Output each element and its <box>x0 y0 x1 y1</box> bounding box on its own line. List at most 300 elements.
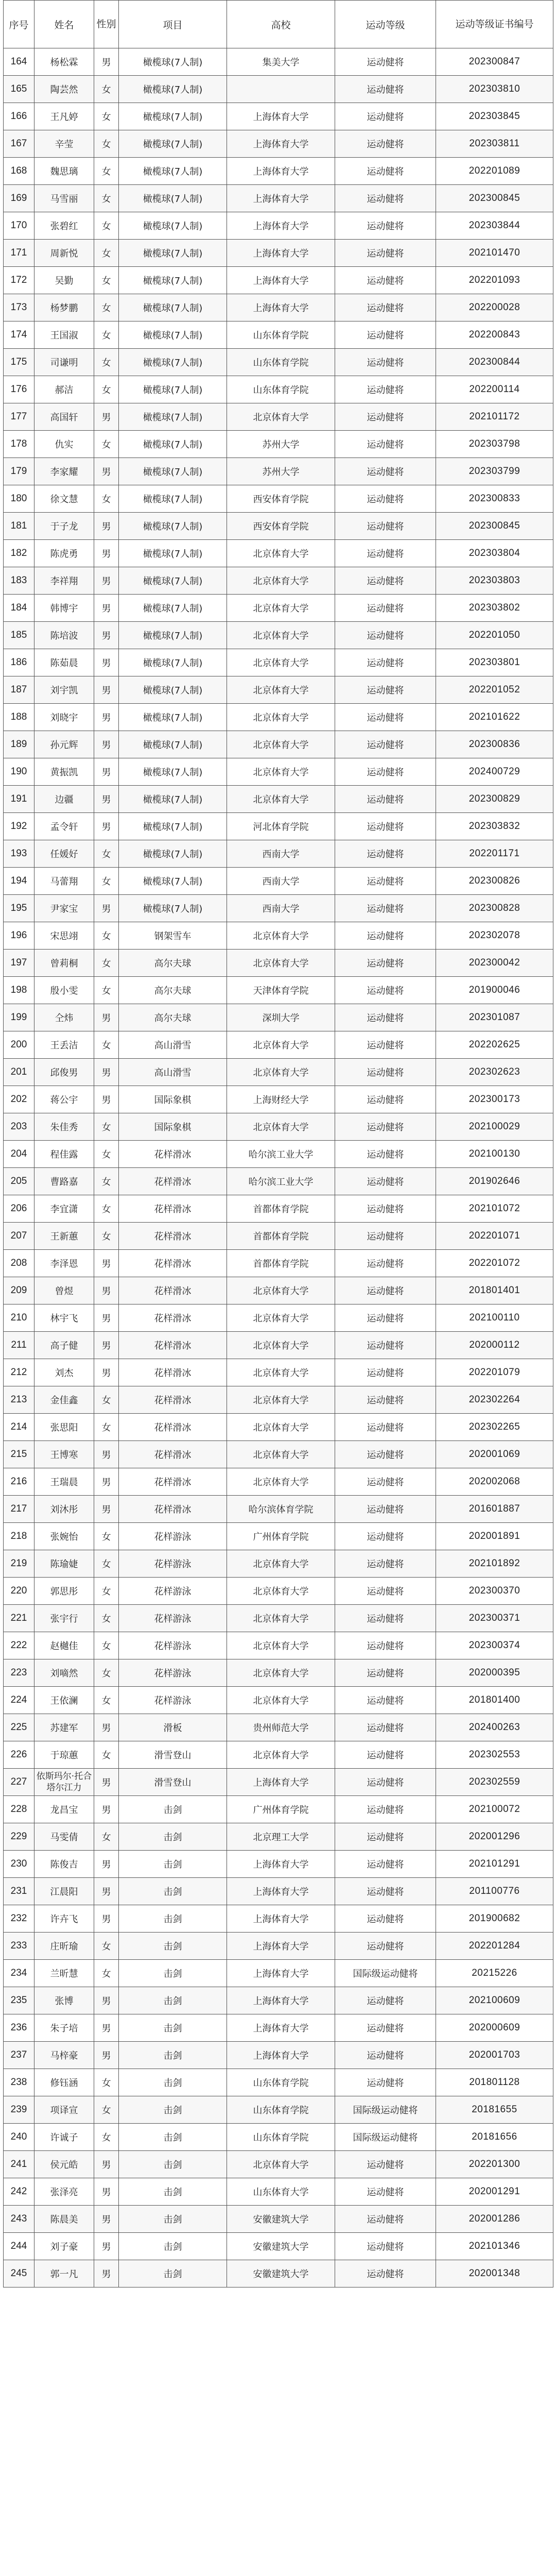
cell-project: 橄榄球(7人制) <box>119 485 227 513</box>
cell-cert: 202201052 <box>436 676 553 704</box>
table-row <box>4 2042 553 2069</box>
cell-level: 运动健将 <box>335 1332 436 1359</box>
cell-level: 运动健将 <box>335 1004 436 1031</box>
table-row <box>4 540 553 567</box>
cell-school: 上海体育大学 <box>227 1905 335 1933</box>
cell-project: 击剑 <box>119 2069 227 2096</box>
cell-project: 橄榄球(7人制) <box>119 158 227 185</box>
cell-school: 上海体育大学 <box>227 1960 335 1987</box>
cell-school: 安徽建筑大学 <box>227 2206 335 2233</box>
table-row <box>4 1332 553 1359</box>
cell-project: 橄榄球(7人制) <box>119 403 227 431</box>
cell-project: 击剑 <box>119 2178 227 2206</box>
cell-school: 西南大学 <box>227 895 335 922</box>
table-row <box>4 1632 553 1659</box>
cell-project: 击剑 <box>119 1796 227 1823</box>
cell-seq: 222 <box>4 1632 34 1659</box>
cell-gender: 男 <box>94 704 119 731</box>
cell-cert: 202300833 <box>436 485 553 513</box>
cell-level: 运动健将 <box>335 513 436 540</box>
cell-gender: 女 <box>94 1687 119 1714</box>
cell-seq: 215 <box>4 1441 34 1468</box>
table-row <box>4 1851 553 1878</box>
cell-name: 邱俊男 <box>34 1059 94 1086</box>
cell-name: 刘嘀然 <box>34 1659 94 1687</box>
cell-school: 山东体育学院 <box>227 2069 335 2096</box>
cell-project: 橄榄球(7人制) <box>119 294 227 321</box>
cell-seq: 172 <box>4 267 34 294</box>
cell-cert: 201801401 <box>436 1277 553 1304</box>
cell-name: 朱佳秀 <box>34 1113 94 1141</box>
cell-project: 击剑 <box>119 2233 227 2260</box>
cell-level: 运动健将 <box>335 1687 436 1714</box>
cell-cert: 202303811 <box>436 130 553 158</box>
cell-cert: 202303844 <box>436 212 553 240</box>
cell-gender: 女 <box>94 267 119 294</box>
cell-name: 陈虎勇 <box>34 540 94 567</box>
table-row <box>4 1605 553 1632</box>
cell-level: 运动健将 <box>335 1578 436 1605</box>
cell-cert: 202100072 <box>436 1796 553 1823</box>
cell-school: 上海体育大学 <box>227 185 335 212</box>
cell-school: 上海体育大学 <box>227 240 335 267</box>
table-row <box>4 1441 553 1468</box>
table-row <box>4 1141 553 1168</box>
cell-gender: 男 <box>94 1277 119 1304</box>
cell-seq: 177 <box>4 403 34 431</box>
cell-project: 滑板 <box>119 1714 227 1741</box>
cell-gender: 女 <box>94 2124 119 2151</box>
cell-seq: 186 <box>4 649 34 676</box>
cell-gender: 男 <box>94 2151 119 2178</box>
cell-name: 王依澜 <box>34 1687 94 1714</box>
cell-cert: 202101470 <box>436 240 553 267</box>
cell-name: 项译宣 <box>34 2096 94 2124</box>
table-row <box>4 103 553 130</box>
cell-school: 北京体育大学 <box>227 595 335 622</box>
cell-level: 运动健将 <box>335 2178 436 2206</box>
cell-school: 贵州师范大学 <box>227 1714 335 1741</box>
cell-seq: 167 <box>4 130 34 158</box>
cell-project: 橄榄球(7人制) <box>119 212 227 240</box>
table-row <box>4 1195 553 1223</box>
cell-level: 运动健将 <box>335 704 436 731</box>
cell-school: 北京体育大学 <box>227 567 335 595</box>
cell-name: 林宇飞 <box>34 1304 94 1332</box>
cell-project: 花样滑冰 <box>119 1496 227 1523</box>
cell-seq: 234 <box>4 1960 34 1987</box>
cell-cert: 202400263 <box>436 1714 553 1741</box>
cell-level: 运动健将 <box>335 349 436 376</box>
cell-cert: 20181655 <box>436 2096 553 2124</box>
cell-cert: 202303804 <box>436 540 553 567</box>
cell-name: 金佳鑫 <box>34 1386 94 1414</box>
cell-gender: 男 <box>94 676 119 704</box>
cell-project: 花样游泳 <box>119 1632 227 1659</box>
cell-gender: 男 <box>94 1769 119 1796</box>
cell-gender: 男 <box>94 2042 119 2069</box>
cell-level: 运动健将 <box>335 1386 436 1414</box>
cell-school: 北京体育大学 <box>227 1605 335 1632</box>
cell-level: 运动健将 <box>335 1741 436 1769</box>
cell-name: 杨松霖 <box>34 48 94 76</box>
cell-cert: 202001296 <box>436 1823 553 1851</box>
cell-project: 击剑 <box>119 1905 227 1933</box>
table-row <box>4 1523 553 1550</box>
table-row <box>4 1659 553 1687</box>
table-row <box>4 1823 553 1851</box>
cell-gender: 女 <box>94 1141 119 1168</box>
cell-name: 依斯玛尔·托合塔尔江力 <box>34 1769 94 1796</box>
cell-seq: 227 <box>4 1769 34 1796</box>
cell-seq: 203 <box>4 1113 34 1141</box>
cell-seq: 198 <box>4 977 34 1004</box>
cell-school: 上海财经大学 <box>227 1086 335 1113</box>
cell-name: 郭思彤 <box>34 1578 94 1605</box>
cell-name: 刘子豪 <box>34 2233 94 2260</box>
table-row <box>4 1113 553 1141</box>
cell-school: 北京体育大学 <box>227 1304 335 1332</box>
cell-seq: 179 <box>4 458 34 485</box>
cell-name: 边疆 <box>34 786 94 813</box>
cell-project: 国际象棋 <box>119 1086 227 1113</box>
cell-cert: 202300370 <box>436 1578 553 1605</box>
cell-gender: 女 <box>94 977 119 1004</box>
table-row <box>4 595 553 622</box>
cell-gender: 女 <box>94 1223 119 1250</box>
cell-name: 张泽亮 <box>34 2178 94 2206</box>
cell-name: 曹路嘉 <box>34 1168 94 1195</box>
cell-seq: 220 <box>4 1578 34 1605</box>
cell-name: 马雯倩 <box>34 1823 94 1851</box>
cell-project: 花样滑冰 <box>119 1141 227 1168</box>
cell-school: 广州体育学院 <box>227 1796 335 1823</box>
cell-project: 橄榄球(7人制) <box>119 458 227 485</box>
cell-seq: 195 <box>4 895 34 922</box>
table-row <box>4 240 553 267</box>
cell-name: 殷小雯 <box>34 977 94 1004</box>
cell-gender: 女 <box>94 212 119 240</box>
table-row <box>4 786 553 813</box>
cell-cert: 202202625 <box>436 1031 553 1059</box>
cell-school: 北京体育大学 <box>227 403 335 431</box>
table-row <box>4 130 553 158</box>
cell-gender: 女 <box>94 1414 119 1441</box>
cell-level: 运动健将 <box>335 676 436 704</box>
cell-level: 运动健将 <box>335 240 436 267</box>
cell-seq: 225 <box>4 1714 34 1741</box>
cell-school: 上海体育大学 <box>227 1851 335 1878</box>
cell-gender: 女 <box>94 1659 119 1687</box>
cell-school: 哈尔滨工业大学 <box>227 1141 335 1168</box>
cell-school: 北京体育大学 <box>227 704 335 731</box>
cell-level: 运动健将 <box>335 1933 436 1960</box>
table-row <box>4 485 553 513</box>
cell-seq: 202 <box>4 1086 34 1113</box>
cell-level: 运动健将 <box>335 2014 436 2042</box>
cell-seq: 187 <box>4 676 34 704</box>
cell-seq: 176 <box>4 376 34 403</box>
table-row <box>4 2069 553 2096</box>
cell-name: 孟令轩 <box>34 813 94 840</box>
table-row <box>4 922 553 950</box>
cell-school: 北京体育大学 <box>227 2151 335 2178</box>
cell-seq: 238 <box>4 2069 34 2096</box>
cell-name: 于子龙 <box>34 513 94 540</box>
cell-school: 北京体育大学 <box>227 649 335 676</box>
cell-gender: 男 <box>94 2178 119 2206</box>
table-row <box>4 2233 553 2260</box>
cell-gender: 女 <box>94 1113 119 1141</box>
cell-cert: 202101346 <box>436 2233 553 2260</box>
cell-project: 滑雪登山 <box>119 1769 227 1796</box>
cell-level: 运动健将 <box>335 294 436 321</box>
cell-level: 运动健将 <box>335 1496 436 1523</box>
cell-cert: 202000395 <box>436 1659 553 1687</box>
cell-school: 北京体育大学 <box>227 622 335 649</box>
table-row <box>4 349 553 376</box>
cell-school: 天津体育学院 <box>227 977 335 1004</box>
cell-school: 上海体育大学 <box>227 103 335 130</box>
cell-gender: 女 <box>94 1933 119 1960</box>
cell-level: 运动健将 <box>335 922 436 950</box>
cell-level: 运动健将 <box>335 2233 436 2260</box>
cell-school: 西安体育学院 <box>227 485 335 513</box>
cell-cert: 201900046 <box>436 977 553 1004</box>
cell-name: 郝洁 <box>34 376 94 403</box>
table-row <box>4 1687 553 1714</box>
cell-school: 北京体育大学 <box>227 1031 335 1059</box>
cell-cert: 202302264 <box>436 1386 553 1414</box>
cell-seq: 224 <box>4 1687 34 1714</box>
cell-school: 上海体育大学 <box>227 130 335 158</box>
cell-project: 花样滑冰 <box>119 1468 227 1496</box>
cell-level: 运动健将 <box>335 1031 436 1059</box>
cell-project: 钢架雪车 <box>119 922 227 950</box>
cell-level: 运动健将 <box>335 1468 436 1496</box>
cell-school: 山东体育学院 <box>227 321 335 349</box>
cell-seq: 233 <box>4 1933 34 1960</box>
header-level: 运动等级 <box>335 1 436 48</box>
table-row <box>4 1386 553 1414</box>
table-row <box>4 321 553 349</box>
cell-name: 马梓豪 <box>34 2042 94 2069</box>
table-row <box>4 1905 553 1933</box>
cell-name: 司谦明 <box>34 349 94 376</box>
cell-level: 运动健将 <box>335 1550 436 1578</box>
table-row <box>4 2178 553 2206</box>
cell-school: 首都体育学院 <box>227 1250 335 1277</box>
cell-school: 上海体育大学 <box>227 267 335 294</box>
cell-school: 北京体育大学 <box>227 731 335 758</box>
cell-name: 张思阳 <box>34 1414 94 1441</box>
table-row <box>4 567 553 595</box>
cell-cert: 201902646 <box>436 1168 553 1195</box>
cell-gender: 男 <box>94 1468 119 1496</box>
table-row <box>4 1086 553 1113</box>
cell-level: 运动健将 <box>335 1414 436 1441</box>
table-row <box>4 840 553 868</box>
cell-name: 黄振凯 <box>34 758 94 786</box>
cell-project: 橄榄球(7人制) <box>119 595 227 622</box>
cell-cert: 202301087 <box>436 1004 553 1031</box>
cell-gender: 男 <box>94 1441 119 1468</box>
cell-name: 张博 <box>34 1987 94 2014</box>
table-row <box>4 2124 553 2151</box>
cell-cert: 201801128 <box>436 2069 553 2096</box>
cell-school: 上海体育大学 <box>227 1987 335 2014</box>
cell-level: 运动健将 <box>335 158 436 185</box>
cell-gender: 男 <box>94 786 119 813</box>
cell-name: 侯元皓 <box>34 2151 94 2178</box>
cell-seq: 185 <box>4 622 34 649</box>
cell-project: 花样滑冰 <box>119 1250 227 1277</box>
cell-school: 北京体育大学 <box>227 1741 335 1769</box>
cell-school: 山东体育学院 <box>227 349 335 376</box>
table-row <box>4 1796 553 1823</box>
cell-name: 修钰涵 <box>34 2069 94 2096</box>
cell-seq: 184 <box>4 595 34 622</box>
cell-gender: 女 <box>94 1741 119 1769</box>
cell-cert: 202303801 <box>436 649 553 676</box>
cell-seq: 218 <box>4 1523 34 1550</box>
table-row <box>4 1414 553 1441</box>
cell-project: 花样滑冰 <box>119 1168 227 1195</box>
cell-name: 马蕾翔 <box>34 868 94 895</box>
cell-level: 运动健将 <box>335 267 436 294</box>
table-row <box>4 1304 553 1332</box>
cell-level: 运动健将 <box>335 321 436 349</box>
table-row <box>4 1059 553 1086</box>
cell-cert: 202302623 <box>436 1059 553 1086</box>
cell-project: 高尔夫球 <box>119 977 227 1004</box>
cell-project: 橄榄球(7人制) <box>119 240 227 267</box>
table-row <box>4 1168 553 1195</box>
cell-level: 运动健将 <box>335 1823 436 1851</box>
cell-name: 徐文慧 <box>34 485 94 513</box>
cell-seq: 165 <box>4 76 34 103</box>
cell-level: 运动健将 <box>335 540 436 567</box>
table-row <box>4 76 553 103</box>
cell-level: 运动健将 <box>335 649 436 676</box>
table-row <box>4 212 553 240</box>
cell-gender: 女 <box>94 1823 119 1851</box>
cell-seq: 169 <box>4 185 34 212</box>
cell-project: 橄榄球(7人制) <box>119 321 227 349</box>
cell-level: 运动健将 <box>335 895 436 922</box>
cell-cert: 202300845 <box>436 513 553 540</box>
cell-name: 程佳露 <box>34 1141 94 1168</box>
cell-school: 集美大学 <box>227 48 335 76</box>
cell-level: 运动健将 <box>335 1523 436 1550</box>
cell-gender: 男 <box>94 1714 119 1741</box>
cell-level: 运动健将 <box>335 431 436 458</box>
cell-seq: 193 <box>4 840 34 868</box>
cell-cert: 201100776 <box>436 1878 553 1905</box>
table-row <box>4 1223 553 1250</box>
cell-seq: 201 <box>4 1059 34 1086</box>
cell-cert: 202300847 <box>436 48 553 76</box>
cell-cert: 202303798 <box>436 431 553 458</box>
table-row <box>4 513 553 540</box>
table-row <box>4 1714 553 1741</box>
cell-seq: 226 <box>4 1741 34 1769</box>
cell-gender: 男 <box>94 758 119 786</box>
cell-seq: 244 <box>4 2233 34 2260</box>
cell-school: 北京体育大学 <box>227 758 335 786</box>
cell-level: 运动健将 <box>335 130 436 158</box>
cell-gender: 男 <box>94 649 119 676</box>
cell-cert: 202303802 <box>436 595 553 622</box>
cell-name: 杨梦鹏 <box>34 294 94 321</box>
cell-seq: 235 <box>4 1987 34 2014</box>
cell-seq: 205 <box>4 1168 34 1195</box>
cell-level: 运动健将 <box>335 48 436 76</box>
cell-project: 橄榄球(7人制) <box>119 540 227 567</box>
cell-name: 魏思璃 <box>34 158 94 185</box>
cell-seq: 213 <box>4 1386 34 1414</box>
cell-gender: 女 <box>94 1578 119 1605</box>
cell-cert: 202201079 <box>436 1359 553 1386</box>
table-row <box>4 2206 553 2233</box>
table-row <box>4 758 553 786</box>
cell-project: 花样滑冰 <box>119 1441 227 1468</box>
cell-level: 运动健将 <box>335 1605 436 1632</box>
cell-seq: 232 <box>4 1905 34 1933</box>
cell-gender: 男 <box>94 1004 119 1031</box>
cell-cert: 202303803 <box>436 567 553 595</box>
table-row <box>4 1878 553 1905</box>
cell-seq: 183 <box>4 567 34 595</box>
cell-school: 北京体育大学 <box>227 786 335 813</box>
cell-seq: 181 <box>4 513 34 540</box>
cell-seq: 209 <box>4 1277 34 1304</box>
cell-gender: 女 <box>94 1523 119 1550</box>
cell-seq: 210 <box>4 1304 34 1332</box>
cell-seq: 206 <box>4 1195 34 1223</box>
cell-cert: 202001069 <box>436 1441 553 1468</box>
cell-cert: 202002068 <box>436 1468 553 1496</box>
cell-gender: 男 <box>94 2233 119 2260</box>
cell-gender: 女 <box>94 76 119 103</box>
cell-school: 首都体育学院 <box>227 1223 335 1250</box>
header-school: 高校 <box>227 1 335 48</box>
cell-cert: 202300836 <box>436 731 553 758</box>
cell-project: 橄榄球(7人制) <box>119 567 227 595</box>
cell-gender: 男 <box>94 2206 119 2233</box>
cell-gender: 男 <box>94 595 119 622</box>
cell-level: 运动健将 <box>335 1059 436 1086</box>
table-row <box>4 1496 553 1523</box>
cell-gender: 女 <box>94 349 119 376</box>
cell-level: 运动健将 <box>335 1223 436 1250</box>
cell-level: 运动健将 <box>335 1195 436 1223</box>
cell-project: 高尔夫球 <box>119 950 227 977</box>
cell-project: 橄榄球(7人制) <box>119 786 227 813</box>
cell-name: 江晨阳 <box>34 1878 94 1905</box>
cell-gender: 女 <box>94 294 119 321</box>
cell-school: 上海体育大学 <box>227 158 335 185</box>
cell-cert: 202101291 <box>436 1851 553 1878</box>
cell-project: 花样游泳 <box>119 1659 227 1687</box>
cell-name: 高子健 <box>34 1332 94 1359</box>
cell-project: 橄榄球(7人制) <box>119 349 227 376</box>
table-row <box>4 376 553 403</box>
cell-level: 运动健将 <box>335 1277 436 1304</box>
cell-school: 北京体育大学 <box>227 1332 335 1359</box>
cell-name: 朱子培 <box>34 2014 94 2042</box>
cell-cert: 202001891 <box>436 1523 553 1550</box>
